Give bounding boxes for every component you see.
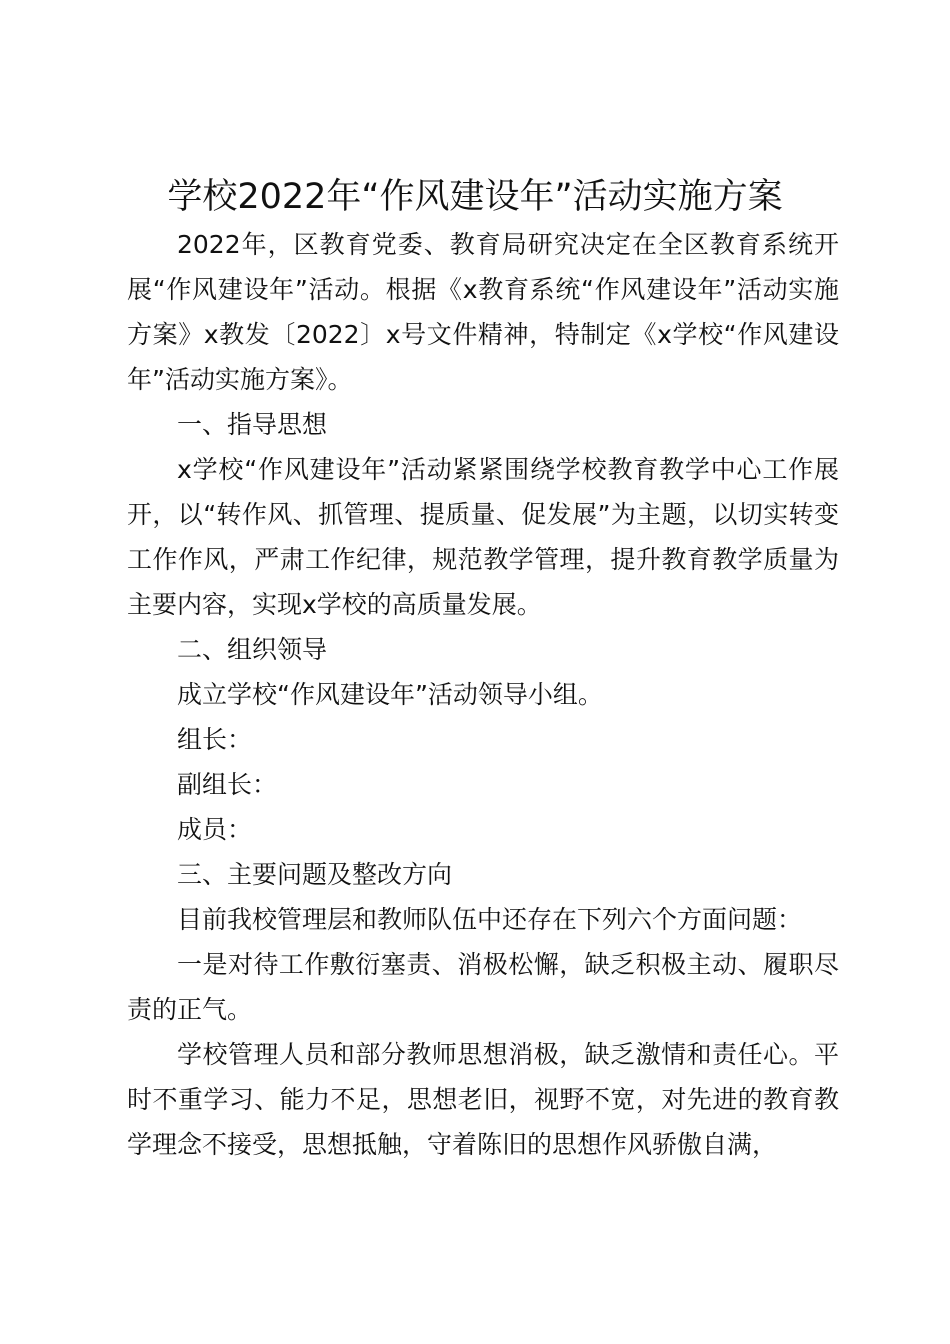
section-heading-problems: 三、主要问题及整改方向	[177, 860, 453, 889]
intro-paragraph: 2022年，区教育党委、教育局研究决定在全区教育系统开展“作风建设年”活动。根据《x教育系统“作风建设年”活动实施方案》x教发〔2022〕x号文件精神，特制定《x学校“作风建设年”活动实施方案》。	[127, 230, 839, 394]
organization-paragraph: 成立学校“作风建设年”活动领导小组。	[177, 680, 603, 709]
guiding-thought-paragraph: x学校“作风建设年”活动紧紧围绕学校教育教学中心工作展开，以“转作风、抓管理、提质量、促发展”为主题，以切实转变工作作风，严肃工作纪律，规范教学管理，提升教育教学质量为主要内容，实现x学校的高质量发展。	[127, 455, 839, 619]
document-body	[127, 222, 839, 1167]
section-heading-organization: 二、组织领导	[177, 635, 328, 664]
problem-one-paragraph: 一是对待工作敷衍塞责、消极松懈，缺乏积极主动、履职尽责的正气。	[127, 950, 839, 1024]
problem-one-detail-paragraph: 学校管理人员和部分教师思想消极，缺乏激情和责任心。平时不重学习、能力不足，思想老旧，视野不宽，对先进的教育教学理念不接受，思想抵触，守着陈旧的思想作风骄傲自满，	[127, 1040, 839, 1159]
document-title: 学校2022年“作风建设年”活动实施方案	[167, 177, 783, 217]
problems-intro-paragraph: 目前我校管理层和教师队伍中还存在下列六个方面问题：	[177, 905, 803, 934]
group-leader-line: 组长：	[177, 725, 253, 754]
members-line: 成员：	[177, 815, 253, 844]
deputy-leader-line: 副组长：	[177, 770, 278, 799]
section-heading-guiding-thought: 一、指导思想	[177, 410, 328, 439]
